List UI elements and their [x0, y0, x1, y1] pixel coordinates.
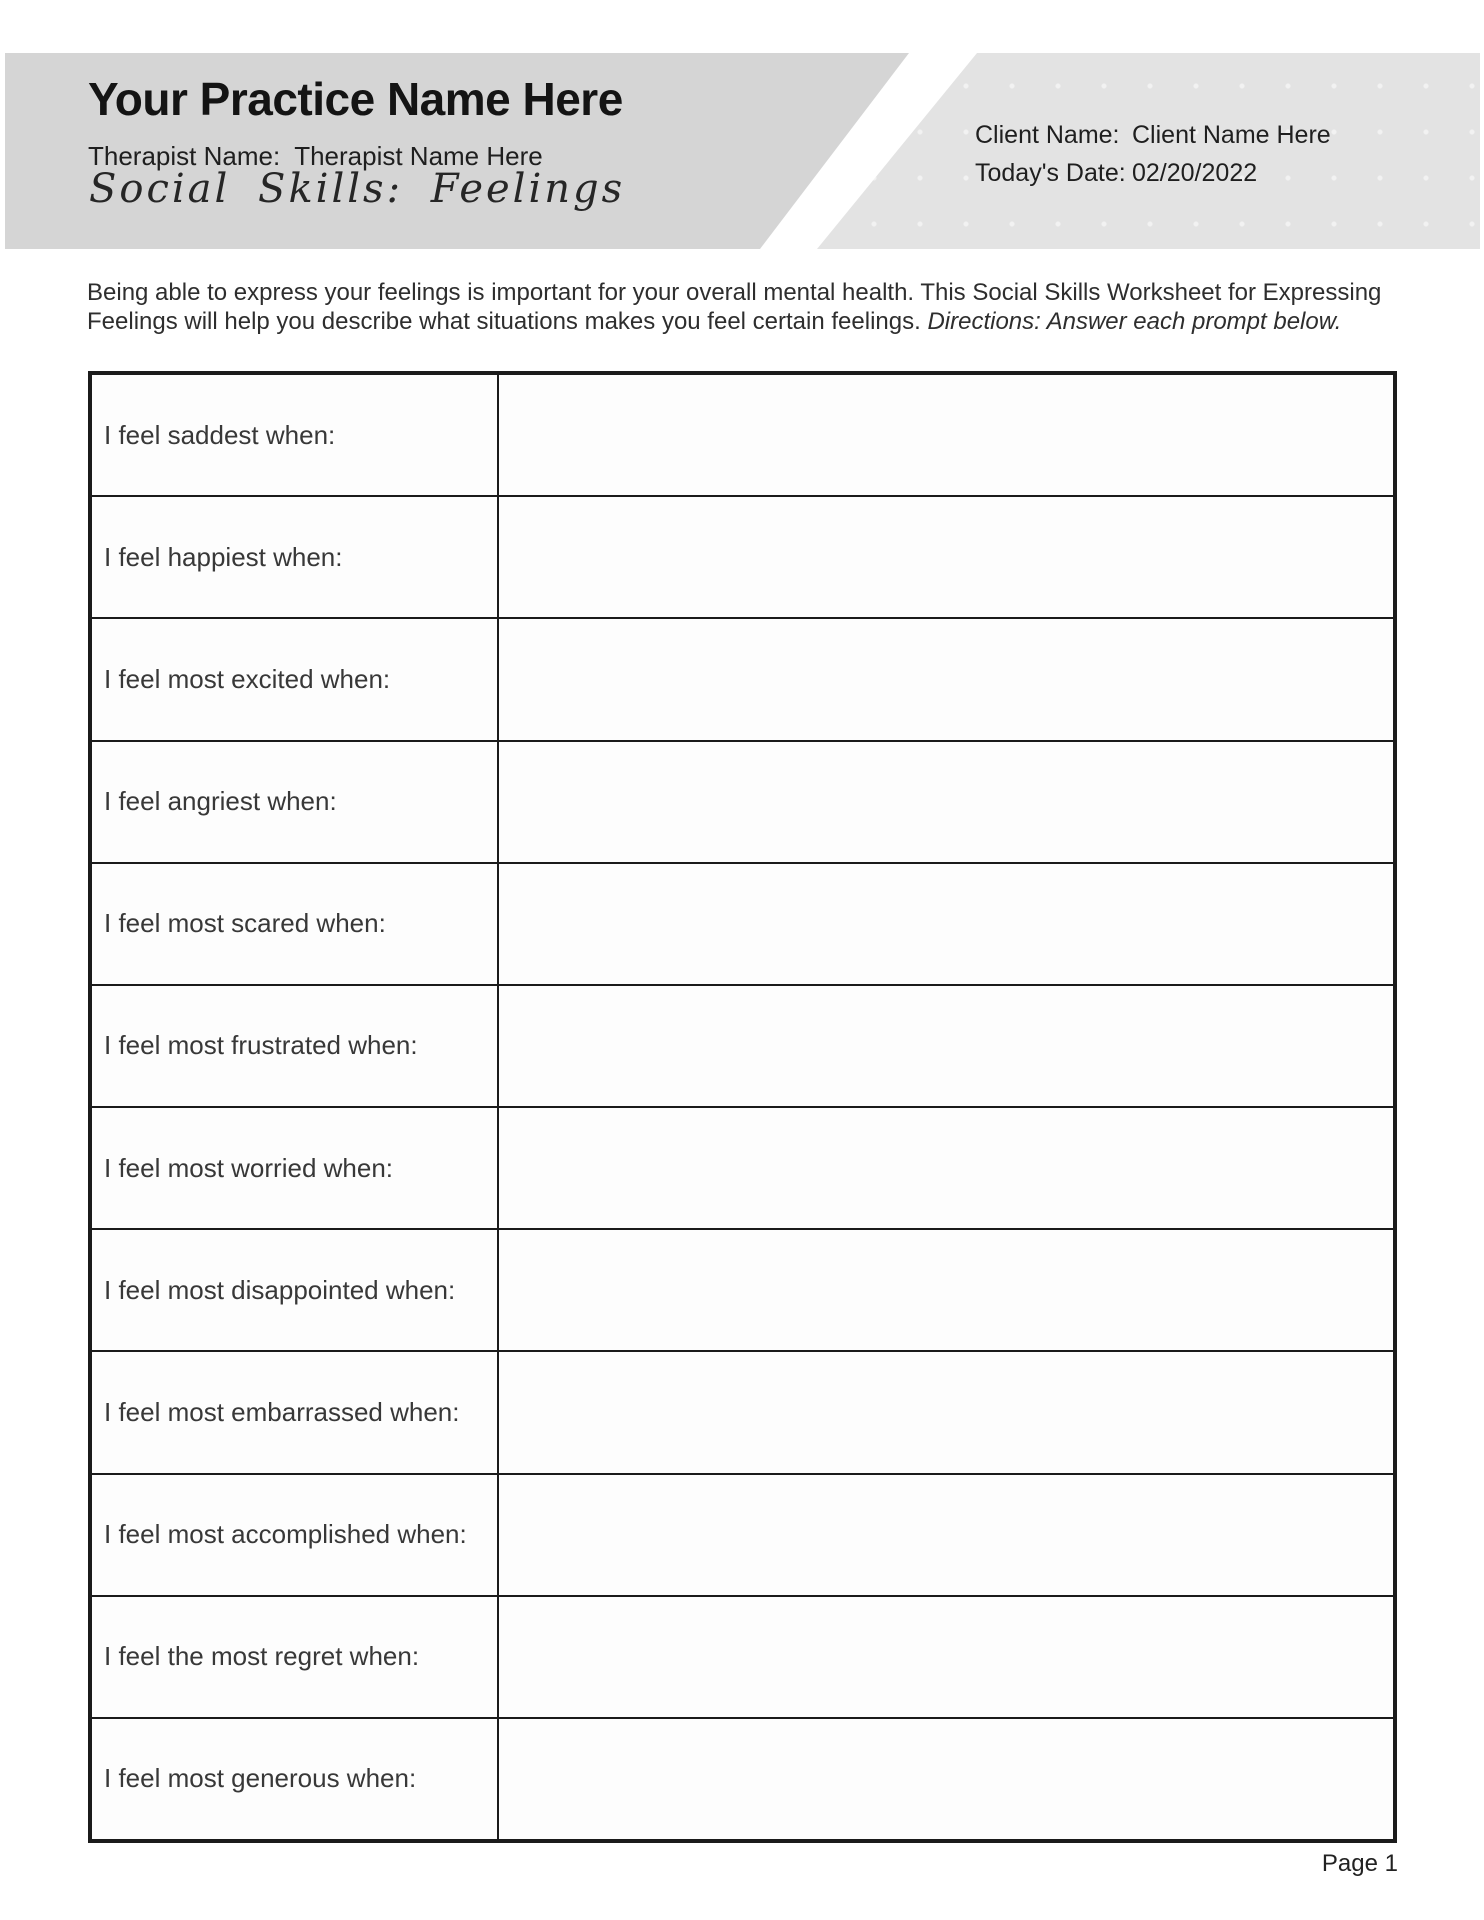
table-row	[92, 617, 1393, 739]
answer-cell[interactable]	[499, 1475, 1393, 1595]
client-name-value: Client Name Here	[1132, 121, 1331, 149]
prompt-cell: I feel most excited when:	[92, 619, 499, 739]
therapist-value: Therapist Name Here	[294, 141, 543, 171]
header-band	[5, 53, 1480, 249]
prompt-cell: I feel most frustrated when:	[92, 986, 499, 1106]
prompt-cell: I feel most accomplished when:	[92, 1475, 499, 1595]
table-row	[92, 1228, 1393, 1350]
todays-date-label: Today's Date:	[975, 159, 1126, 187]
table-row	[92, 1595, 1393, 1717]
prompt-cell: I feel most worried when:	[92, 1108, 499, 1228]
page-number: Page 1	[1321, 1850, 1398, 1877]
practice-name: Your Practice Name Here	[88, 73, 623, 125]
answer-cell[interactable]	[499, 1352, 1393, 1472]
prompt-cell: I feel most disappointed when:	[92, 1230, 499, 1350]
intro-directions: Directions: Answer each prompt below.	[927, 308, 1342, 335]
worksheet-title: Social Skills: Feelings	[89, 166, 626, 212]
table-row	[92, 1106, 1393, 1228]
answer-cell[interactable]	[499, 619, 1393, 739]
client-info-block	[975, 123, 1331, 199]
prompt-cell: I feel most generous when:	[92, 1719, 499, 1839]
table-row	[92, 1473, 1393, 1595]
answer-cell[interactable]	[499, 864, 1393, 984]
table-row	[92, 1350, 1393, 1472]
answer-cell[interactable]	[499, 1719, 1393, 1839]
answer-cell[interactable]	[499, 497, 1393, 617]
todays-date-value: 02/20/2022	[1132, 159, 1258, 187]
answer-cell[interactable]	[499, 1230, 1393, 1350]
prompt-cell: I feel happiest when:	[92, 497, 499, 617]
prompt-cell: I feel the most regret when:	[92, 1597, 499, 1717]
prompt-cell: I feel saddest when:	[92, 375, 499, 495]
therapist-label: Therapist Name:	[88, 141, 281, 171]
answer-cell[interactable]	[499, 742, 1393, 862]
intro-line-2: Feelings will help you describe what situations makes you feel certain feelings.	[87, 308, 921, 335]
answer-cell[interactable]	[499, 375, 1393, 495]
intro-paragraph	[87, 278, 1403, 336]
prompt-cell: I feel most embarrassed when:	[92, 1352, 499, 1472]
answer-cell[interactable]	[499, 986, 1393, 1106]
answer-cell[interactable]	[499, 1597, 1393, 1717]
prompt-cell: I feel angriest when:	[92, 742, 499, 862]
table-row	[92, 375, 1393, 495]
prompts-table	[88, 371, 1397, 1843]
prompt-cell: I feel most scared when:	[92, 864, 499, 984]
intro-line-1: Being able to express your feelings is important for your overall mental health. This Social Skills Worksheet for Expressing	[87, 279, 1382, 306]
table-row	[92, 984, 1393, 1106]
client-name-label: Client Name:	[975, 121, 1120, 149]
table-row	[92, 862, 1393, 984]
answer-cell[interactable]	[499, 1108, 1393, 1228]
table-row	[92, 495, 1393, 617]
table-row	[92, 740, 1393, 862]
table-row	[92, 1717, 1393, 1839]
